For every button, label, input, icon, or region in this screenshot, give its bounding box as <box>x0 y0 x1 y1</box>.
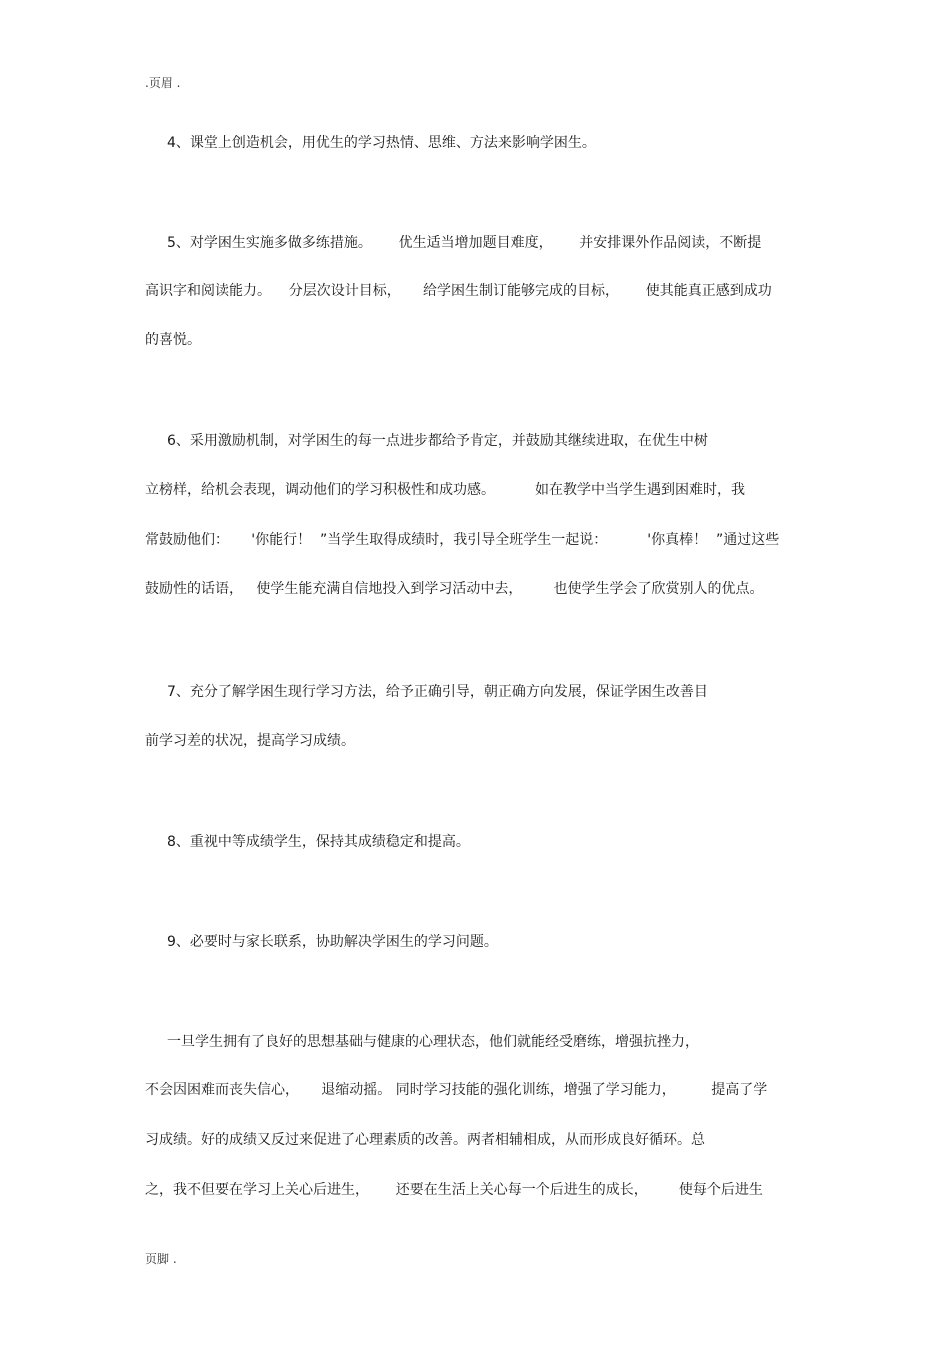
page-footer: 页脚 . <box>145 1252 177 1266</box>
paragraph-summary-line-4: 之，我不但要在学习上关心后进生， 还要在生活上关心每一个后进生的成长， 使每个后进生 <box>145 1182 763 1198</box>
paragraph-item-4: 4、课堂上创造机会，用优生的学习热情、思维、方法来影响学困生。 <box>167 135 596 151</box>
paragraph-item-5-line-3: 的喜悦。 <box>145 332 201 348</box>
paragraph-summary-line-2: 不会因困难而丧失信心， 退缩动摇。 同时学习技能的强化训练，增强了学习能力， 提高了学 <box>145 1082 768 1098</box>
paragraph-summary-line-1: 一旦学生拥有了良好的思想基础与健康的心理状态，他们就能经受磨练，增强抗挫力， <box>167 1034 699 1050</box>
paragraph-item-7-line-2: 前学习差的状况，提高学习成绩。 <box>145 733 355 749</box>
paragraph-item-9: 9、必要时与家长联系，协助解决学困生的学习问题。 <box>167 934 498 950</box>
paragraph-item-8: 8、重视中等成绩学生，保持其成绩稳定和提高。 <box>167 834 470 850</box>
paragraph-item-6-line-3: 常鼓励他们： '你能行！ ”当学生取得成绩时，我引导全班学生一起说： '你真棒！ ”通过这些 <box>145 532 780 548</box>
paragraph-item-6-line-1: 6、采用激励机制，对学困生的每一点进步都给予肯定，并鼓励其继续进取，在优生中树 <box>167 433 708 449</box>
paragraph-item-7-line-1: 7、充分了解学困生现行学习方法，给予正确引导，朝正确方向发展，保证学困生改善目 <box>167 684 708 700</box>
page-header: .页眉 . <box>145 76 181 90</box>
paragraph-item-5-line-2: 高识字和阅读能力。 分层次设计目标， 给学困生制订能够完成的目标， 使其能真正感到成功 <box>145 283 772 299</box>
paragraph-item-6-line-2: 立榜样，给机会表现，调动他们的学习积极性和成功感。 如在教学中当学生遇到困难时，我 <box>145 482 746 498</box>
paragraph-item-5-line-1: 5、对学困生实施多做多练措施。 优生适当增加题目难度， 并安排课外作品阅读，不断提 <box>167 235 762 251</box>
paragraph-item-6-line-4: 鼓励性的话语， 使学生能充满自信地投入到学习活动中去， 也使学生学会了欣赏别人的优点。 <box>145 581 764 597</box>
paragraph-summary-line-3: 习成绩。好的成绩又反过来促进了心理素质的改善。两者相辅相成，从而形成良好循环。总 <box>145 1132 705 1148</box>
